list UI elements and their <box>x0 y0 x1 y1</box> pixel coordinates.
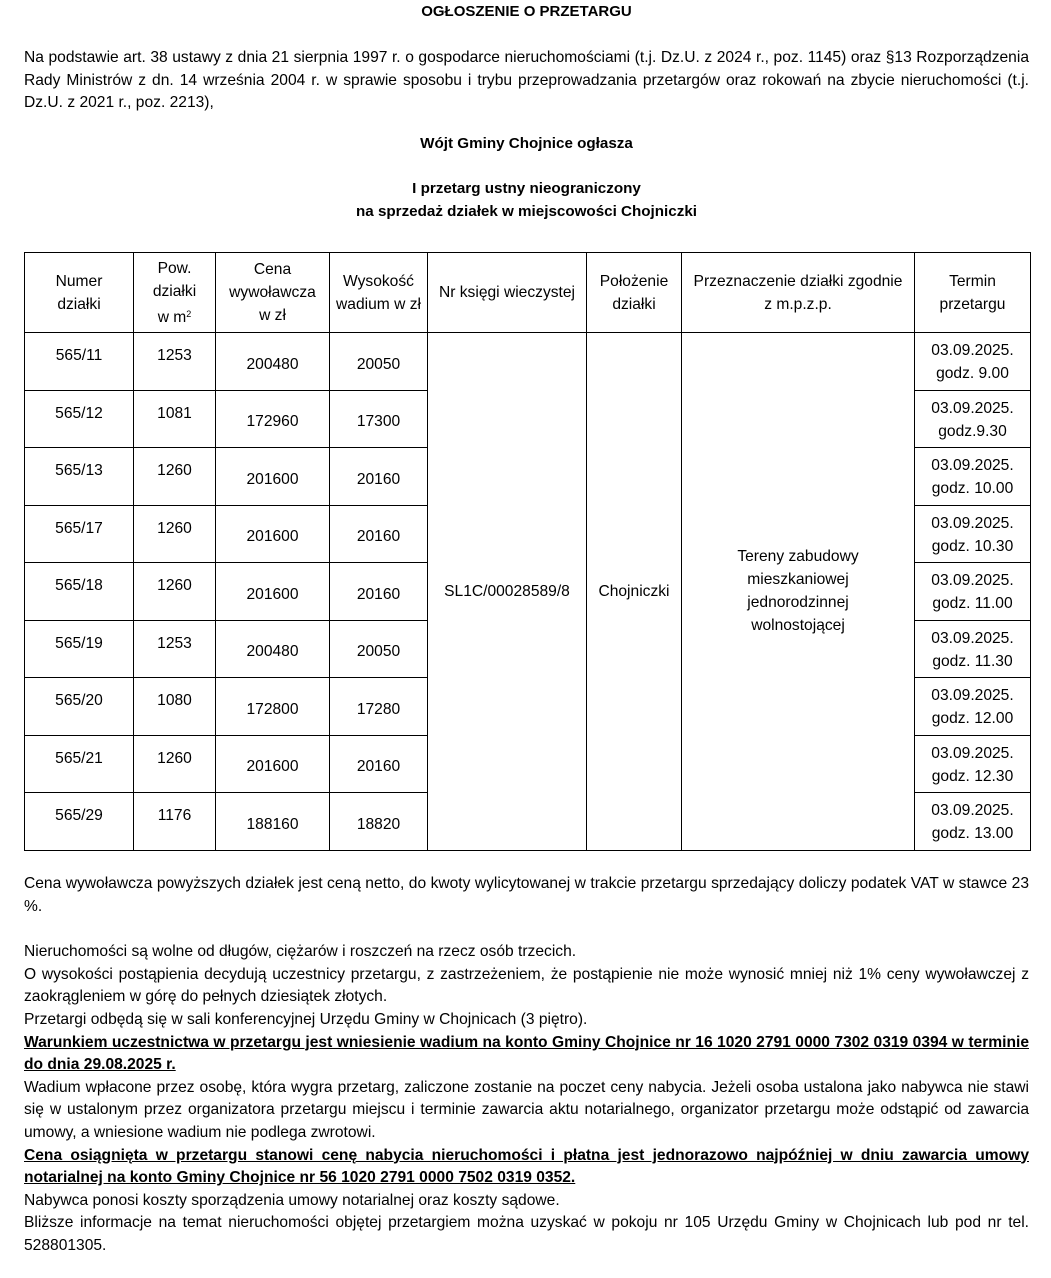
header-register: Nr księgi wieczystej <box>428 253 587 333</box>
cell-plot-area: 1260 <box>134 448 216 506</box>
cell-plot-number: 565/18 <box>25 563 134 621</box>
header-price: Cena wywoławcza w zł <box>216 253 330 333</box>
cell-deposit: 20160 <box>330 448 428 506</box>
deposit-rules: Wadium wpłacone przez osobę, która wygra przetarg, zaliczone zostanie na poczet ceny nabycia. Jeżeli osoba ustalona jako nabywca nie stawi się w ustalonym przez organizatora przetargu miejscu i terminie zawarcia aktu notarialnego, organizator przetargu może odstąpić od zawarcia umowy, a wniesione wadium nie podlega zwrotowi. <box>24 1078 1029 1141</box>
cell-starting-price: 201600 <box>216 505 330 563</box>
tender-date: 03.09.2025. <box>931 802 1014 820</box>
tender-date: 03.09.2025. <box>931 629 1014 647</box>
cell-plot-number: 565/29 <box>25 793 134 851</box>
cell-plot-number: 565/11 <box>25 333 134 391</box>
cell-plot-area: 1176 <box>134 793 216 851</box>
bid-increment-note: O wysokości postąpienia decydują uczestnicy przetargu, z zastrzeżeniem, że postąpienie nie może wynosić mniej niż 1% ceny wywoławczej z zaokrągleniem w górę do pełnych dziesiątek złotych. <box>24 965 1029 1006</box>
tender-date: 03.09.2025. <box>931 457 1014 475</box>
cell-plot-area: 1253 <box>134 620 216 678</box>
tender-title-line-1: I przetarg ustny nieograniczony <box>412 180 641 198</box>
cell-tender-term <box>915 505 1031 563</box>
tender-time: godz.9.30 <box>938 422 1007 440</box>
tender-time: godz. 10.00 <box>931 480 1014 498</box>
cell-starting-price: 172960 <box>216 390 330 448</box>
tender-date: 03.09.2025. <box>931 687 1014 705</box>
cell-plot-number: 565/13 <box>25 448 134 506</box>
cell-starting-price: 201600 <box>216 563 330 621</box>
vat-note: Cena wywoławcza powyższych działek jest ceną netto, do kwoty wylicytowanej w trakcie przetargu sprzedający doliczy podatek VAT w stawce 23 %. <box>24 875 1029 915</box>
tender-time: godz. 12.00 <box>931 710 1014 728</box>
header-term: Termin przetargu <box>915 253 1031 333</box>
cell-plot-number: 565/17 <box>25 505 134 563</box>
contact-info: Bliższe informacje na temat nieruchomości objętej przetargiem można uzyskać w pokoju nr 105 Urzędu Gminy w Chojnicach lub pod nr tel. 528801305. <box>24 1214 1029 1254</box>
table-body <box>25 333 1031 851</box>
document-heading: OGŁOSZENIE O PRZETARGU <box>421 3 632 20</box>
cell-tender-term <box>915 735 1031 793</box>
cell-purpose: Tereny zabudowy mieszkaniowej jednorodzinnej wolnostojącej <box>682 333 915 851</box>
cell-starting-price: 172800 <box>216 678 330 736</box>
tender-time: godz. 12.30 <box>931 767 1014 785</box>
cell-starting-price: 188160 <box>216 793 330 851</box>
cell-plot-area: 1260 <box>134 563 216 621</box>
table-row <box>25 333 1031 391</box>
tender-date: 03.09.2025. <box>931 744 1014 762</box>
tender-date: 03.09.2025. <box>931 399 1014 417</box>
cell-land-register: SL1C/00028589/8 <box>428 333 587 851</box>
costs-note: Nabywca ponosi koszty sporządzenia umowy notarialnej oraz koszty sądowe. <box>24 1191 560 1209</box>
cell-plot-number: 565/20 <box>25 678 134 736</box>
header-purpose: Przeznaczenie działki zgodnie z m.p.z.p. <box>682 253 915 333</box>
cell-plot-area: 1081 <box>134 390 216 448</box>
tender-date: 03.09.2025. <box>931 514 1014 532</box>
cell-deposit: 17300 <box>330 390 428 448</box>
cell-tender-term <box>915 678 1031 736</box>
cell-plot-area: 1260 <box>134 505 216 563</box>
payment-condition: Cena osiągnięta w przetargu stanowi cenę nabycia nieruchomości i płatna jest jednorazowo najpóźniej w dniu zawarcia umowy notarialnej na konto Gminy Chojnice nr 56 1020 2791 0000 7502 0319 0352. <box>24 1146 1029 1187</box>
table-header-row <box>25 253 1031 333</box>
terms-section <box>24 873 1029 1258</box>
cell-starting-price: 200480 <box>216 333 330 391</box>
header-number: Numer działki <box>25 253 134 333</box>
cell-starting-price: 201600 <box>216 448 330 506</box>
cell-plot-area: 1080 <box>134 678 216 736</box>
cell-deposit: 20160 <box>330 563 428 621</box>
cell-deposit: 20160 <box>330 735 428 793</box>
header-deposit: Wysokość wadium w zł <box>330 253 428 333</box>
legal-basis-paragraph: Na podstawie art. 38 ustawy z dnia 21 sierpnia 1997 r. o gospodarce nieruchomościami (t.j. Dz.U. z 2024 r., poz. 1145) oraz §13 Rozporządzenia Rady Ministrów z dn. 14 września 2004 r. w sprawie sposobu i trybu przeprowadzania przetargów oraz rokowań na zbycie nieruchomości (t.j. Dz.U. z 2021 r., poz. 2213), <box>24 49 1029 112</box>
venue-note: Przetargi odbędą się w sali konferencyjnej Urzędu Gminy w Chojnicach (3 piętro). <box>24 1010 588 1028</box>
cell-tender-term <box>915 333 1031 391</box>
cell-plot-area: 1260 <box>134 735 216 793</box>
cell-tender-term <box>915 620 1031 678</box>
plots-table <box>24 252 1031 851</box>
tender-time: godz. 11.00 <box>932 595 1013 613</box>
tender-date: 03.09.2025. <box>931 572 1014 590</box>
cell-tender-term <box>915 390 1031 448</box>
cell-deposit: 20050 <box>330 620 428 678</box>
cell-location: Chojniczki <box>587 333 682 851</box>
tender-time: godz. 9.00 <box>936 365 1009 383</box>
tender-time: godz. 10.30 <box>931 537 1014 555</box>
header-location: Położenie działki <box>587 253 682 333</box>
free-of-debts-note: Nieruchomości są wolne od długów, ciężarów i roszczeń na rzecz osób trzecich. <box>24 943 577 961</box>
document-page <box>24 0 1029 1254</box>
cell-tender-term <box>915 448 1031 506</box>
cell-starting-price: 200480 <box>216 620 330 678</box>
deposit-condition: Warunkiem uczestnictwa w przetargu jest wniesienie wadium na konto Gminy Chojnice nr 16 1020 2791 0000 7302 0319 0394 w terminie do dnia 29.08.2025 r. <box>24 1033 1029 1074</box>
tender-title-line-2: na sprzedaż działek w miejscowości Chojniczki <box>356 202 697 220</box>
cell-plot-number: 565/19 <box>25 620 134 678</box>
organizer-line: Wójt Gminy Chojnice ogłasza <box>420 134 633 152</box>
header-area: Pow. działki w $m^2$ <box>134 253 216 333</box>
cell-starting-price: 201600 <box>216 735 330 793</box>
cell-tender-term <box>915 793 1031 851</box>
cell-deposit: 17280 <box>330 678 428 736</box>
cell-deposit: 20160 <box>330 505 428 563</box>
cell-deposit: 18820 <box>330 793 428 851</box>
cell-plot-number: 565/12 <box>25 390 134 448</box>
cell-plot-number: 565/21 <box>25 735 134 793</box>
cell-plot-area: 1253 <box>134 333 216 391</box>
cell-tender-term <box>915 563 1031 621</box>
tender-date: 03.09.2025. <box>931 342 1014 360</box>
cell-deposit: 20050 <box>330 333 428 391</box>
tender-time: godz. 11.30 <box>932 652 1013 670</box>
tender-time: godz. 13.00 <box>931 825 1014 843</box>
